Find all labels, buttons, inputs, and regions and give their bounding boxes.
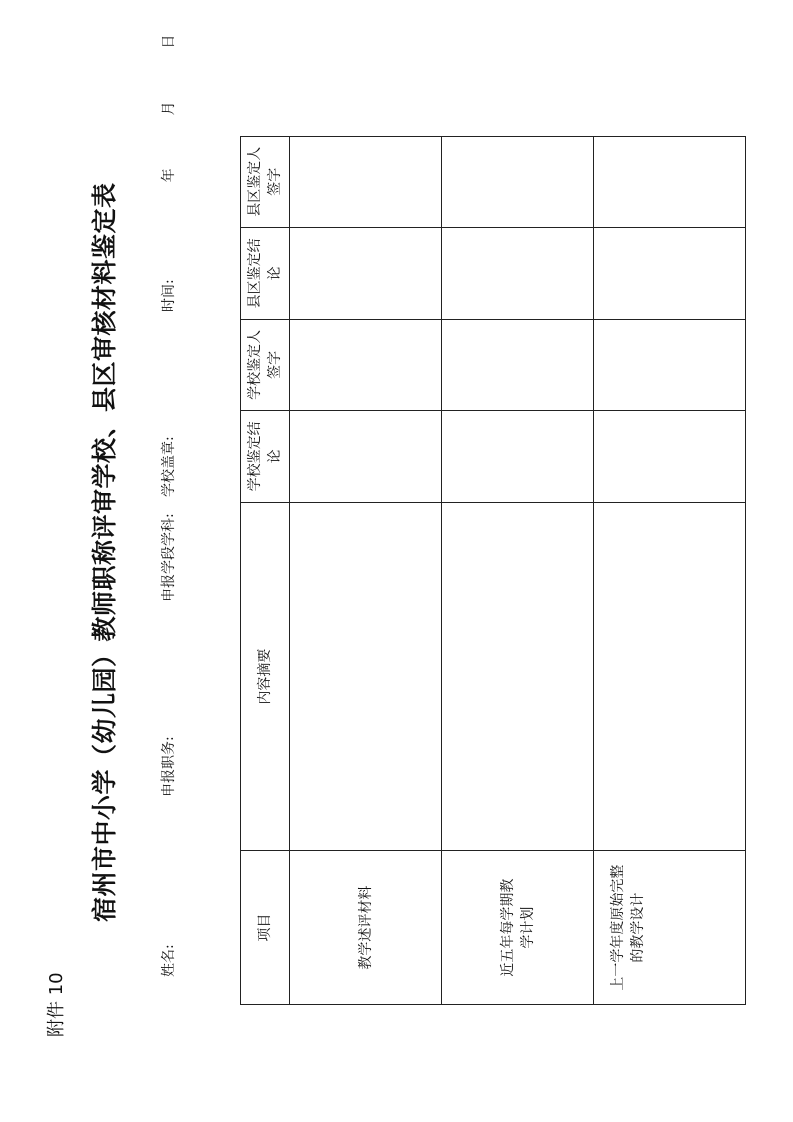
- post-field: [158, 736, 178, 797]
- school-conclusion-cell[interactable]: [442, 410, 594, 503]
- school-signer-cell[interactable]: [594, 320, 746, 411]
- subject-field: [158, 513, 178, 602]
- header-item: 项目: [241, 851, 290, 1005]
- month-label: 月: [161, 101, 177, 116]
- attachment-label: 附件 10: [46, 972, 67, 1037]
- summary-cell[interactable]: [594, 503, 746, 851]
- row-item-teaching-design: 上一学年度原始完整的教学设计: [594, 851, 746, 1005]
- name-label: 姓名:: [161, 944, 177, 977]
- table-header-row: [241, 137, 290, 1005]
- header-school-signer: 学校鉴定人签字: [241, 320, 290, 411]
- day-label: 日: [161, 34, 177, 49]
- school-conclusion-cell[interactable]: [594, 410, 746, 503]
- school-signer-cell[interactable]: [442, 320, 594, 411]
- header-county-conclusion: 县区鉴定结论: [241, 227, 290, 320]
- year-label: 年: [161, 168, 177, 183]
- county-signer-cell[interactable]: [594, 137, 746, 228]
- time-field: [158, 35, 178, 312]
- header-summary: 内容摘要: [241, 503, 290, 851]
- county-conclusion-cell[interactable]: [290, 227, 442, 320]
- county-conclusion-cell[interactable]: [442, 227, 594, 320]
- table-row: [442, 137, 594, 1005]
- header-school-conclusion: 学校鉴定结论: [241, 410, 290, 503]
- county-signer-cell[interactable]: [290, 137, 442, 228]
- row-item-teaching-review: 教学述评材料: [290, 851, 442, 1005]
- header-county-signer: 县区鉴定人签字: [241, 137, 290, 228]
- assessment-table: [240, 136, 746, 1005]
- row-item-teaching-plans: 近五年每学期教学计划: [442, 851, 594, 1005]
- form-title: 宿州市中小学（幼儿园）教师职称评审学校、县区审核材料鉴定表: [90, 182, 119, 922]
- school-conclusion-cell[interactable]: [290, 410, 442, 503]
- school-signer-cell[interactable]: [290, 320, 442, 411]
- subject-label: 申报学段学科:: [161, 513, 177, 602]
- school-seal-label: 学校盖章:: [161, 436, 177, 497]
- county-signer-cell[interactable]: [442, 137, 594, 228]
- name-field: [158, 944, 178, 977]
- county-conclusion-cell[interactable]: [594, 227, 746, 320]
- summary-cell[interactable]: [442, 503, 594, 851]
- table-row: [594, 137, 746, 1005]
- time-label: 时间:: [161, 279, 177, 312]
- school-seal-field: [158, 436, 178, 497]
- summary-cell[interactable]: [290, 503, 442, 851]
- table-row: [290, 137, 442, 1005]
- post-label: 申报职务:: [161, 736, 177, 797]
